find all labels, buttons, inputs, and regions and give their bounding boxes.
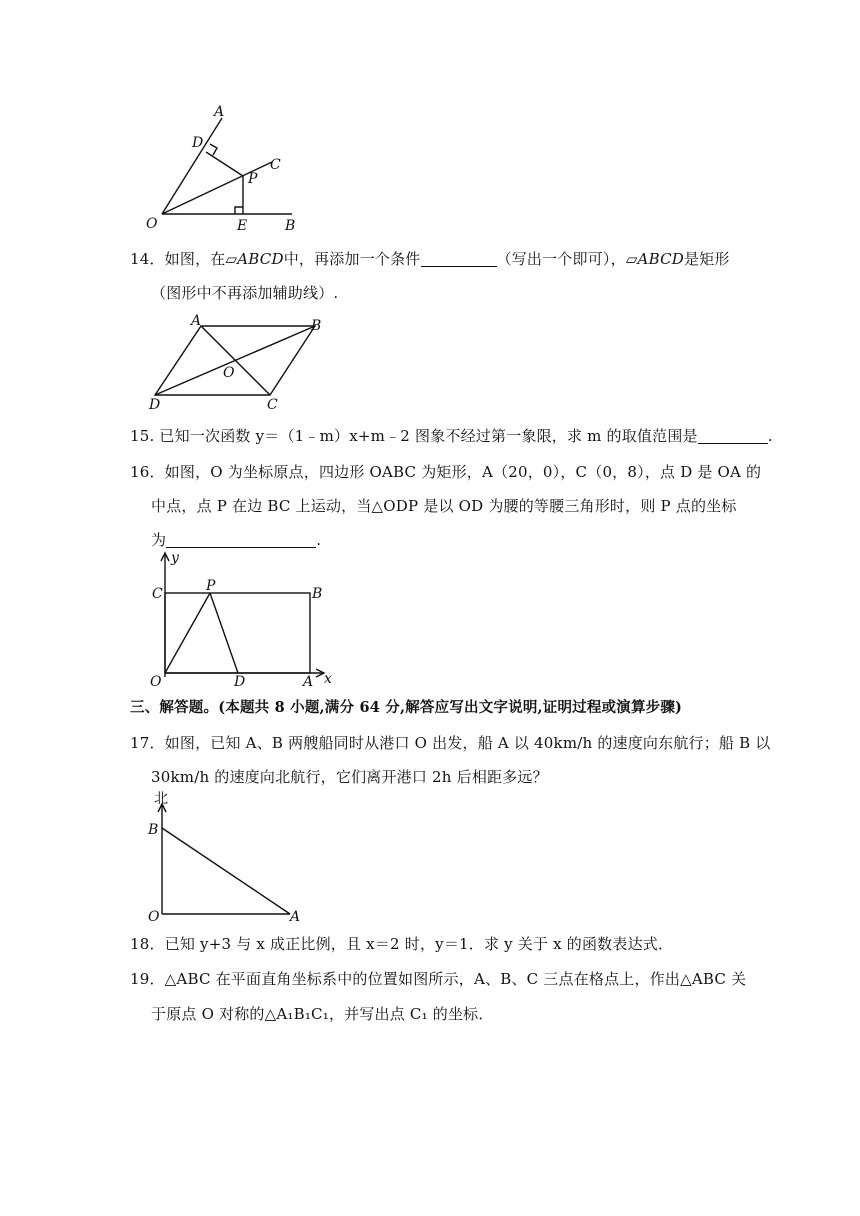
section-3-heading: 三、解答题。(本题共 8 小题,满分 64 分,解答应写出文字说明,证明过程或演算步骤) bbox=[130, 699, 683, 716]
label-d: D bbox=[192, 135, 204, 151]
parallelogram-figure bbox=[140, 310, 340, 415]
label-a: A bbox=[191, 313, 202, 329]
answer-blank[interactable] bbox=[421, 250, 497, 267]
question-17-line-2: 30km/h 的速度向北航行，它们离开港口 2h 后相距多远？ bbox=[151, 768, 548, 786]
label-b: B bbox=[312, 586, 323, 602]
label-o: O bbox=[148, 909, 160, 925]
label-c: C bbox=[267, 397, 278, 413]
question-16-line-2: 中点，点 P 在边 BC 上运动，当△ODP 是以 OD 为腰的等腰三角形时，则 P 点的坐标 bbox=[151, 497, 737, 515]
label-p: P bbox=[248, 171, 258, 187]
ships-direction-figure bbox=[140, 786, 310, 926]
label-o: O bbox=[150, 674, 162, 690]
label-e: E bbox=[237, 218, 248, 234]
question-15: 15. 已知一次函数 y＝（1﹣m）x+m﹣2 图象不经过第一象限，求 m 的取值范围是 . bbox=[130, 427, 773, 445]
question-14-line-2: （图形中不再添加辅助线）. bbox=[151, 284, 339, 302]
question-19-line-1: 19．△ABC 在平面直角坐标系中的位置如图所示，A、B、C 三点在格点上，作出△ABC 关 bbox=[130, 970, 747, 988]
question-17-line-1: 17．如图，已知 A、B 两艘船同时从港口 O 出发，船 A 以 40km/h 的速度向东航行；船 B 以 bbox=[130, 734, 771, 752]
label-d: D bbox=[234, 674, 246, 690]
question-16-line-1: 16．如图，O 为坐标原点，四边形 OABC 为矩形，A（20，0），C（0，8），点 D 是 OA 的 bbox=[130, 463, 762, 481]
label-north: 北 bbox=[154, 791, 168, 807]
parallelogram-symbol: ▱ABCD bbox=[625, 250, 684, 268]
question-14-line-1: 14．如图，在▱ABCD中，再添加一个条件 （写出一个即可），▱ABCD是矩形 bbox=[130, 250, 730, 268]
label-o: O bbox=[146, 216, 158, 232]
label-o: O bbox=[223, 365, 235, 381]
answer-blank[interactable] bbox=[698, 427, 768, 444]
label-b: B bbox=[285, 218, 296, 234]
label-a: A bbox=[303, 674, 314, 690]
question-19-line-2: 于原点 O 对称的△A₁B₁C₁，并写出点 C₁ 的坐标． bbox=[151, 1005, 494, 1023]
label-a: A bbox=[214, 104, 225, 120]
label-b: B bbox=[311, 318, 322, 334]
question-16-line-3: 为 . bbox=[151, 531, 322, 549]
label-x: x bbox=[324, 671, 332, 687]
label-c: C bbox=[270, 157, 281, 173]
label-a: A bbox=[290, 909, 301, 925]
question-18: 18．已知 y+3 与 x 成正比例，且 x＝2 时，y＝1．求 y 关于 x 的函数表达式． bbox=[130, 935, 674, 953]
label-d: D bbox=[149, 397, 161, 413]
parallelogram-symbol: ▱ABCD bbox=[225, 250, 284, 268]
label-c: C bbox=[152, 586, 163, 602]
label-b: B bbox=[148, 822, 159, 838]
label-p: P bbox=[206, 578, 216, 594]
rectangle-coordinate-figure bbox=[140, 545, 340, 690]
label-y: y bbox=[171, 550, 179, 566]
angle-bisector-figure bbox=[140, 100, 310, 240]
